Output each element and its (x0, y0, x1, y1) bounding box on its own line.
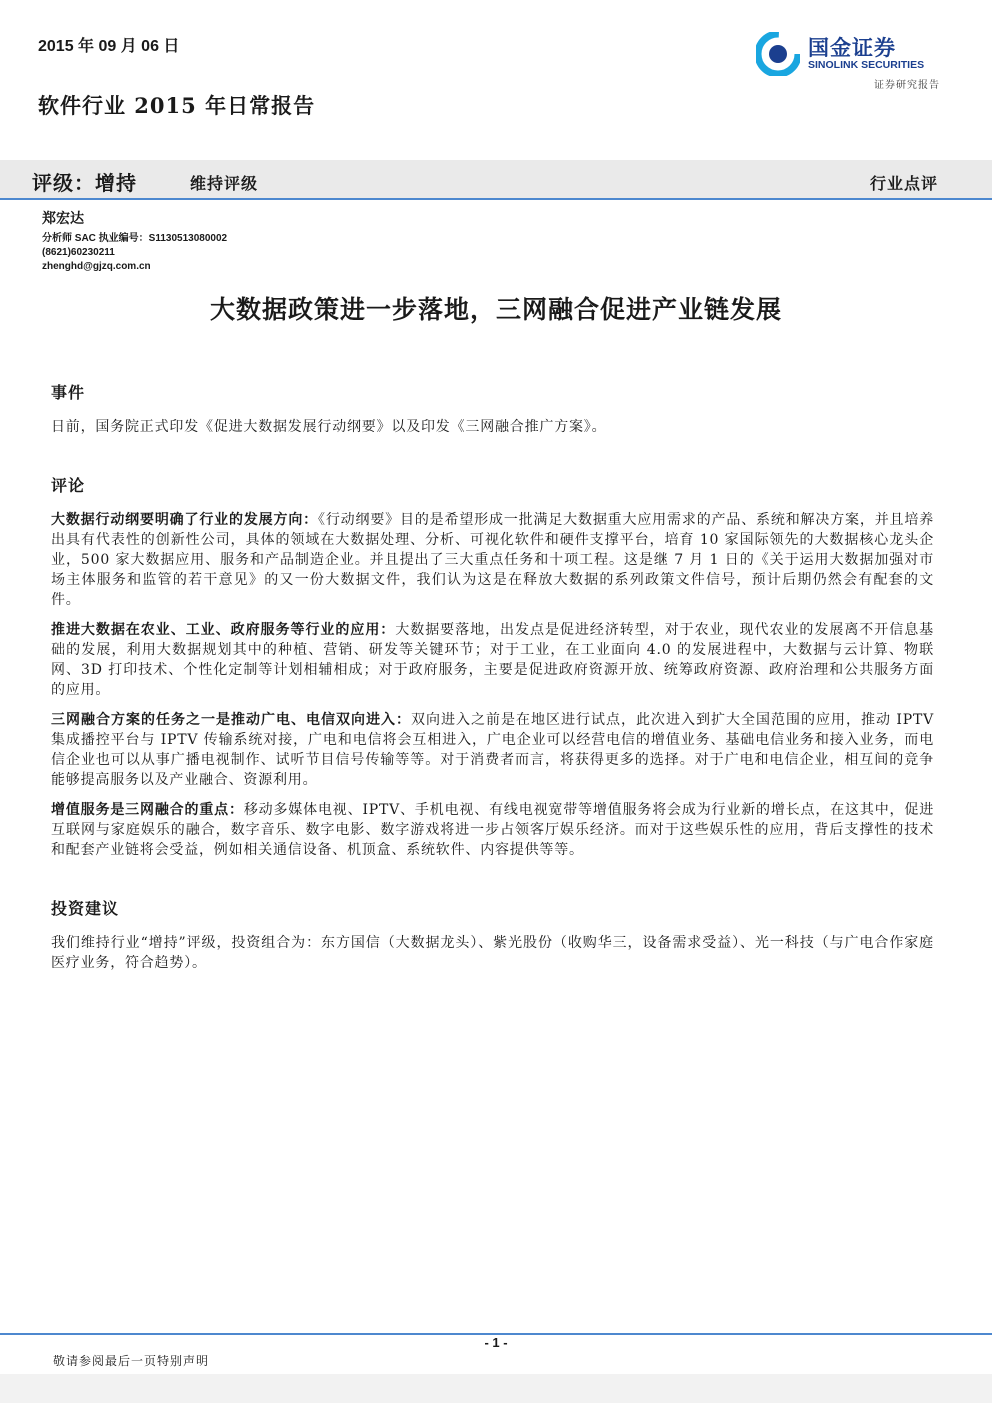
section-heading-advice: 投资建议 (51, 899, 120, 918)
paragraph-lead: 大数据行动纲要明确了行业的发展方向： (51, 512, 319, 528)
paragraph-lead: 增值服务是三网融合的重点： (51, 802, 244, 818)
page-number: - 1 - (484, 1335, 508, 1350)
report-type: 行业点评 (869, 174, 938, 193)
rating-note: 维持评级 (190, 174, 259, 193)
advice-paragraph: 我们维持行业“增持”评级，投资组合为：东方国信（大数据龙头）、紫光股份（收购华三，设备需求受益）、光一科技（与广电合作家庭医疗业务，符合趋势）。 (51, 935, 934, 971)
rating-label: 评级：增持 (32, 171, 137, 195)
bottom-band (0, 1374, 992, 1403)
logo-subtitle: 证券研究报告 (874, 80, 940, 91)
comment-paragraph (51, 710, 934, 790)
logo-mark-icon (756, 32, 800, 76)
paragraph-body: 移动多媒体电视、IPTV、手机电视、有线电视宽带等增值服务将会成为行业新的增长点，在这其中，促进互联网与家庭娱乐的融合，数字音乐、数字电影、数字游戏将进一步占领客厅娱乐经济。而对于这些娱乐性的应用，背后支撑性的技术和配套产业链将会受益，例如相关通信设备、机顶盒、系统软件、内容提供等等。 (51, 802, 934, 858)
rating-bar (0, 160, 992, 200)
event-paragraph: 日前，国务院正式印发《促进大数据发展行动纲要》以及印发《三网融合推广方案》。 (51, 419, 607, 435)
comment-paragraph (51, 510, 934, 610)
company-logo (756, 30, 946, 90)
footer-disclaimer: 敬请参阅最后一页特别声明 (53, 1354, 210, 1368)
paragraph-lead: 三网融合方案的任务之一是推动广电、电信双向进入： (51, 712, 411, 728)
comment-paragraph (51, 620, 934, 700)
analyst-info (42, 208, 227, 274)
paragraph-body: 双向进入之前是在地区进行试点，此次进入到扩大全国范围的应用，推动 IPTV 集成播控平台与 IPTV 传输系统对接，广电和电信将会互相进入，广电企业可以经营电信的增值业务、基础电信业务和接入业务，而电信企业也可以从事广播电视制作、试听节目信号传输等等。对于消费者而言，将获得更多的选择。对于广电和电信企业，相互间的竞争能够提高服务以及产业融合、资源利用。 (51, 712, 934, 788)
analyst-phone: (8621)60230211 (42, 247, 115, 258)
analyst-sac: 分析师 SAC 执业编号：S1130513080002 (42, 233, 228, 244)
comment-paragraph (51, 800, 934, 860)
analyst-email: zhenghd@gjzq.com.cn (42, 261, 151, 272)
paragraph-body: 《行动纲要》目的是希望形成一批满足大数据重大应用需求的产品、系统和解决方案，并且培养出具有代表性的创新性公司，具体的领域在大数据处理、分析、可视化软件和硬件支撑平台，培育 10 家国际领先的大数据核心龙头企业，500 家大数据应用、服务和产品制造企业。并且提出了三大重点任务和十项工程。这是继 7 月 1 日的《关于运用大数据加强对市场主体服务和监管的若干意见》的又一份大数据文件，我们认为这是在释放大数据的系列政策文件信号，预计后期仍然会有配套的文件。 (51, 512, 934, 608)
page-title: 大数据政策进一步落地，三网融合促进产业链发展 (209, 295, 782, 324)
report-body (51, 380, 934, 983)
logo-english-name: SINOLINK SECURITIES (808, 59, 925, 71)
report-date: 2015 年 09 月 06 日 (38, 38, 180, 55)
paragraph-body: 大数据要落地，出发点是促进经济转型，对于农业，现代农业的发展离不开信息基础的发展，利用大数据规划其中的种植、营销、研发等关键环节；对于工业，在工业面向 4.0 的发展进程中，大数据与云计算、物联网、3D 打印技术、个性化定制等计划相辅相成；对于政府服务，主要是促进政府资源开放、统筹政府资源、政府治理和公共服务方面的应用。 (51, 622, 934, 698)
section-heading-event: 事件 (51, 383, 86, 402)
analyst-name: 郑宏达 (42, 211, 84, 227)
paragraph-lead: 推进大数据在农业、工业、政府服务等行业的应用： (51, 622, 396, 638)
logo-chinese-name: 国金证券 (808, 36, 896, 60)
report-series-title: 软件行业 2015 年日常报告 (38, 93, 316, 118)
section-heading-comment: 评论 (51, 476, 86, 495)
